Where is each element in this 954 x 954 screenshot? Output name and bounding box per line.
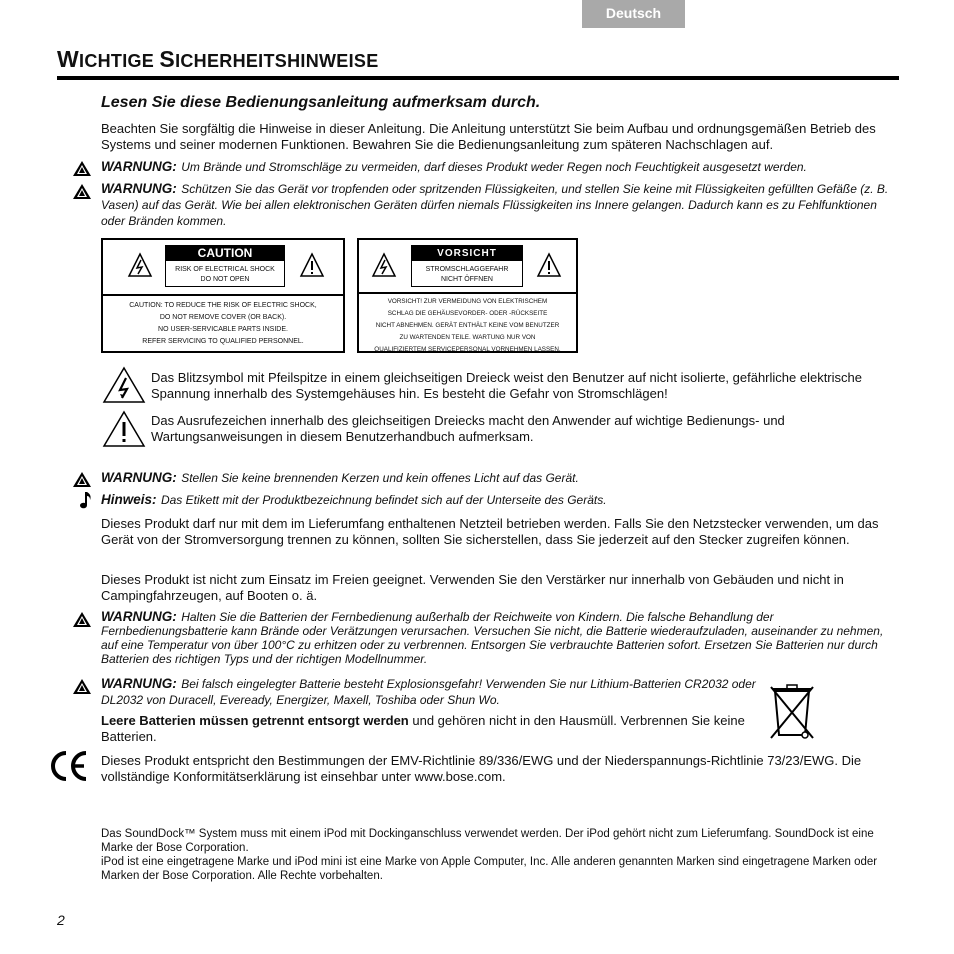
warning-2 — [101, 181, 901, 229]
vorsicht-line-3: NICHT ABNEHMEN. GERÄT ENTHÄLT KEINE VOM BENUTZER — [375, 322, 560, 329]
ce-mark-icon — [48, 750, 90, 787]
note-icon — [79, 490, 93, 510]
vorsicht-line-2: SCHLAG DIE GEHÄUSEVORDER- ODER -RÜCKSEITE — [387, 310, 548, 317]
subtitle: Lesen Sie diese Bedienungsanleitung aufmerksam durch. — [101, 94, 541, 111]
warning-text: Halten Sie die Batterien der Fernbedienung außerhalb der Reichweite von Kindern. Die falsche Behandlung der Fernbedienungsbatterie kann Brände oder Verätzungen verursachen. Versuchen Sie nicht, die Batterie wiederaufzuladen, auseinander zu nehmen, auf eine Temperatur von über 100°C zu erhitzen oder zu verbrennen. Entsorgen Sie verbrauchte Batterien sofort. Ersetzen Sie Batterien nur durch Batterien des richtigen Typs und der richtigen Modellnummer. — [101, 610, 884, 666]
outdoor-paragraph: Dieses Produkt ist nicht zum Einsatz im Freien geeignet. Verwenden Sie den Verstärker nur innerhalb von Gebäuden und nicht in Campingfahrzeugen, auf Booten o. ä. — [101, 572, 844, 603]
vorsicht-sub-1: STROMSCHLAGGEFAHR — [425, 266, 509, 273]
battery-disposal-bold: Leere Batterien müssen getrennt entsorgt werden — [101, 713, 409, 728]
vorsicht-text-block — [359, 296, 576, 356]
page-title: WICHTIGE SICHERHEITSHINWEISE — [57, 46, 379, 72]
caution-line-4: REFER SERVICING TO QUALIFIED PERSONNEL. — [142, 338, 304, 345]
lightning-triangle-icon — [371, 252, 397, 283]
warning-3 — [101, 469, 901, 487]
crossed-bin-icon — [767, 683, 817, 746]
ce-declaration: Dieses Produkt entspricht den Bestimmungen der EMV-Richtlinie 89/336/EWG und der Niederspannungs-Richtlinie 73/23/EWG. Die vollständige Konformitätserklärung ist einsehbar unter www.bose.com. — [101, 753, 862, 784]
warning-1 — [101, 158, 901, 176]
caution-header: CAUTION — [166, 246, 284, 261]
lightning-description: Das Blitzsymbol mit Pfeilspitze in einem gleichseitigen Dreieck weist den Benutzer auf nicht isolierte, gefährliche elektrische Spannung innerhalb des Systemgehäuses hin. Es besteht die Gefahr von Stromschlägen! — [151, 370, 862, 401]
caution-text-block — [103, 300, 343, 348]
exclamation-triangle-icon — [536, 252, 562, 283]
warning-triangle-icon — [72, 471, 92, 488]
warning-label: WARNUNG: — [101, 470, 177, 485]
warning-4 — [101, 610, 901, 666]
exclamation-triangle-icon — [299, 252, 325, 283]
note — [101, 491, 901, 509]
warning-text: Bei falsch eingelegter Batterie besteht Explosionsgefahr! Verwenden Sie nur Lithium-Batterien CR2032 oder DL2032 von Duracell, Eveready, Energizer, Maxell, Toshiba oder Shun Wo. — [101, 677, 756, 707]
vorsicht-badge — [411, 245, 523, 287]
warning-label: WARNUNG: — [101, 181, 177, 196]
vorsicht-line-1: VORSICHT! ZUR VERMEIDUNG VON ELEKTRISCHEM — [387, 298, 548, 305]
warning-triangle-icon — [72, 611, 92, 628]
warning-text: Um Brände und Stromschläge zu vermeiden, darf dieses Produkt weder Regen noch Feuchtigkeit ausgesetzt werden. — [181, 160, 807, 174]
warning-text: Schützen Sie das Gerät vor tropfenden oder spritzenden Flüssigkeiten, und stellen Sie keine mit Flüssigkeiten gefüllten Gefäße (z. B. Vasen) auf das Gerät. Wie bei allen elektronischen Geräten dürfen niemals Flüssigkeiten ins Innere gelangen. Dadurch kann es zu Fehlfunktionen oder Bränden kommen. — [101, 182, 889, 228]
warning-5 — [101, 676, 761, 708]
vorsicht-header: VORSICHT — [412, 246, 522, 261]
title-divider — [57, 76, 899, 80]
vorsicht-line-4: ZU WARTENDEN TEILE. WARTUNG NUR VON — [399, 334, 536, 341]
caution-label — [101, 238, 345, 353]
warning-label: WARNUNG: — [101, 676, 177, 691]
intro-paragraph: Beachten Sie sorgfältig die Hinweise in dieser Anleitung. Die Anleitung unterstützt Sie beim Aufbau und ordnungsgemäßen Betrieb des Systems und seiner modernen Funktionen. Bewahren Sie die Bedienungsanleitung zum späteren Nachschlagen auf. — [101, 121, 876, 152]
warning-triangle-icon — [72, 678, 92, 695]
vorsicht-line-5: QUALIFIZIERTEM SERVICEPERSONAL VORNEHMEN LASSEN. — [374, 346, 561, 353]
warning-label: WARNUNG: — [101, 609, 177, 624]
note-text: Das Etikett mit der Produktbezeichnung befindet sich auf der Unterseite des Geräts. — [160, 493, 607, 507]
label-divider — [103, 294, 343, 296]
lightning-triangle-icon — [127, 252, 153, 283]
caution-line-1: CAUTION: TO REDUCE THE RISK OF ELECTRIC SHOCK, — [129, 302, 317, 309]
note-label: Hinweis: — [101, 492, 157, 507]
caution-badge — [165, 245, 285, 287]
warning-triangle-icon — [72, 183, 92, 200]
language-tab: Deutsch — [582, 0, 685, 28]
battery-disposal-paragraph — [101, 713, 761, 745]
exclamation-triangle-icon — [102, 410, 146, 453]
caution-sub-2: DO NOT OPEN — [200, 276, 250, 283]
caution-sub-1: RISK OF ELECTRICAL SHOCK — [175, 266, 275, 273]
power-paragraph: Dieses Produkt darf nur mit dem im Lieferumfang enthaltenen Netzteil betrieben werden. Falls Sie den Netzstecker verwenden, um das Gerät von der Stromversorgung trennen zu können, sollten Sie sicherstellen, dass Sie jederzeit auf den Stecker zugreifen können. — [101, 516, 879, 547]
exclamation-description: Das Ausrufezeichen innerhalb des gleichseitigen Dreiecks macht den Anwender auf wichtige Bedienungs- und Wartungsanweisungen in diesem Benutzerhandbuch aufmerksam. — [151, 413, 785, 444]
trademark-note-2: iPod ist eine eingetragene Marke und iPod mini ist eine Marke von Apple Computer, Inc. Alle anderen genannten Marken sind eingetragene Marken oder Marken der Bose Corporation. Alle Rechte vorbehalten. — [101, 856, 878, 882]
battery-disposal-text: und gehören nicht in den Hausmüll. Verbrennen Sie keine Batterien. — [101, 713, 745, 744]
trademark-note-1: Das SoundDock™ System muss mit einem iPod mit Dockinganschluss verwendet werden. Der iPod gehört nicht zum Lieferumfang. SoundDock ist eine Marke der Bose Corporation. — [101, 828, 874, 854]
caution-line-3: NO USER-SERVICABLE PARTS INSIDE. — [158, 326, 288, 333]
warning-text: Stellen Sie keine brennenden Kerzen und kein offenes Licht auf das Gerät. — [181, 471, 579, 485]
lightning-triangle-icon — [102, 366, 146, 409]
warning-label: WARNUNG: — [101, 159, 177, 174]
label-divider — [359, 292, 576, 294]
warning-triangle-icon — [72, 160, 92, 177]
vorsicht-sub-2: NICHT ÖFFNEN — [441, 276, 493, 283]
page-number: 2 — [57, 912, 65, 928]
vorsicht-label — [357, 238, 578, 353]
caution-line-2: DO NOT REMOVE COVER (OR BACK). — [159, 314, 287, 321]
